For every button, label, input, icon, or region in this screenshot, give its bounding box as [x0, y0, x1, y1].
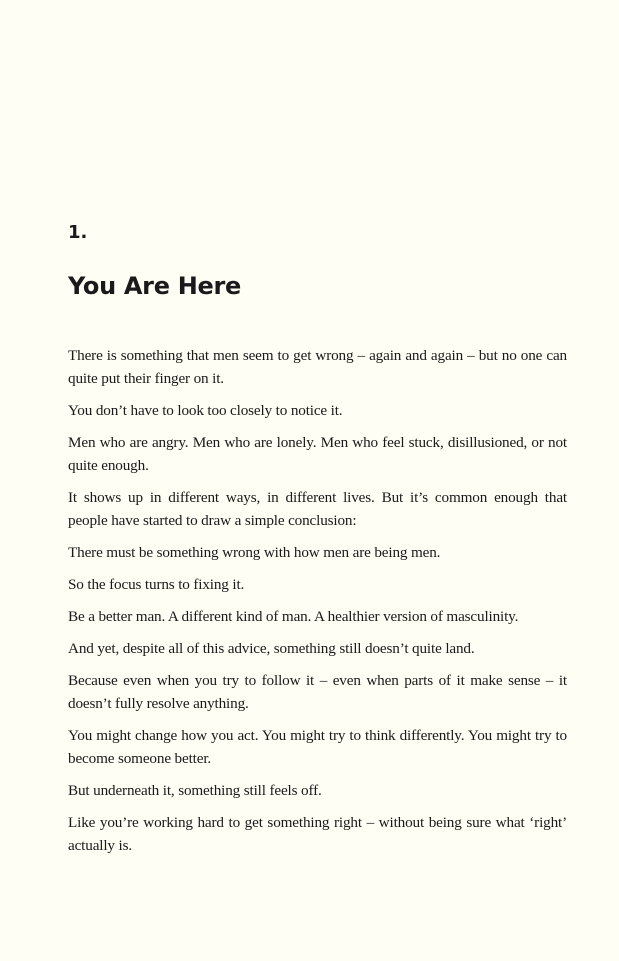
paragraph: And yet, despite all of this advice, something still doesn’t quite land.	[68, 640, 475, 657]
chapter-title: You Are Here	[68, 272, 242, 300]
paragraph: But underneath it, something still feels off.	[68, 782, 322, 799]
paragraph: Men who are angry. Men who are lonely. Men who feel stuck, disillusioned, or not quite enough.	[68, 434, 567, 474]
paragraph: Be a better man. A different kind of man. A healthier version of masculinity.	[68, 608, 519, 625]
paragraph: You don’t have to look too closely to notice it.	[68, 402, 343, 419]
chapter-number: 1.	[68, 222, 88, 243]
paragraph: It shows up in different ways, in different lives. But it’s common enough that people have started to draw a simple conclusion:	[68, 489, 567, 529]
paragraph: So the focus turns to fixing it.	[68, 576, 245, 593]
paragraph: You might change how you act. You might try to think differently. You might try to become someone better.	[68, 727, 567, 767]
chapter-body	[68, 344, 567, 866]
paragraph: There must be something wrong with how men are being men.	[68, 544, 441, 561]
paragraph: Because even when you try to follow it – even when parts of it make sense – it doesn’t fully resolve anything.	[68, 672, 567, 712]
paragraph: There is something that men seem to get wrong – again and again – but no one can quite put their finger on it.	[68, 347, 567, 387]
paragraph: Like you’re working hard to get something right – without being sure what ‘right’ actually is.	[68, 814, 567, 854]
